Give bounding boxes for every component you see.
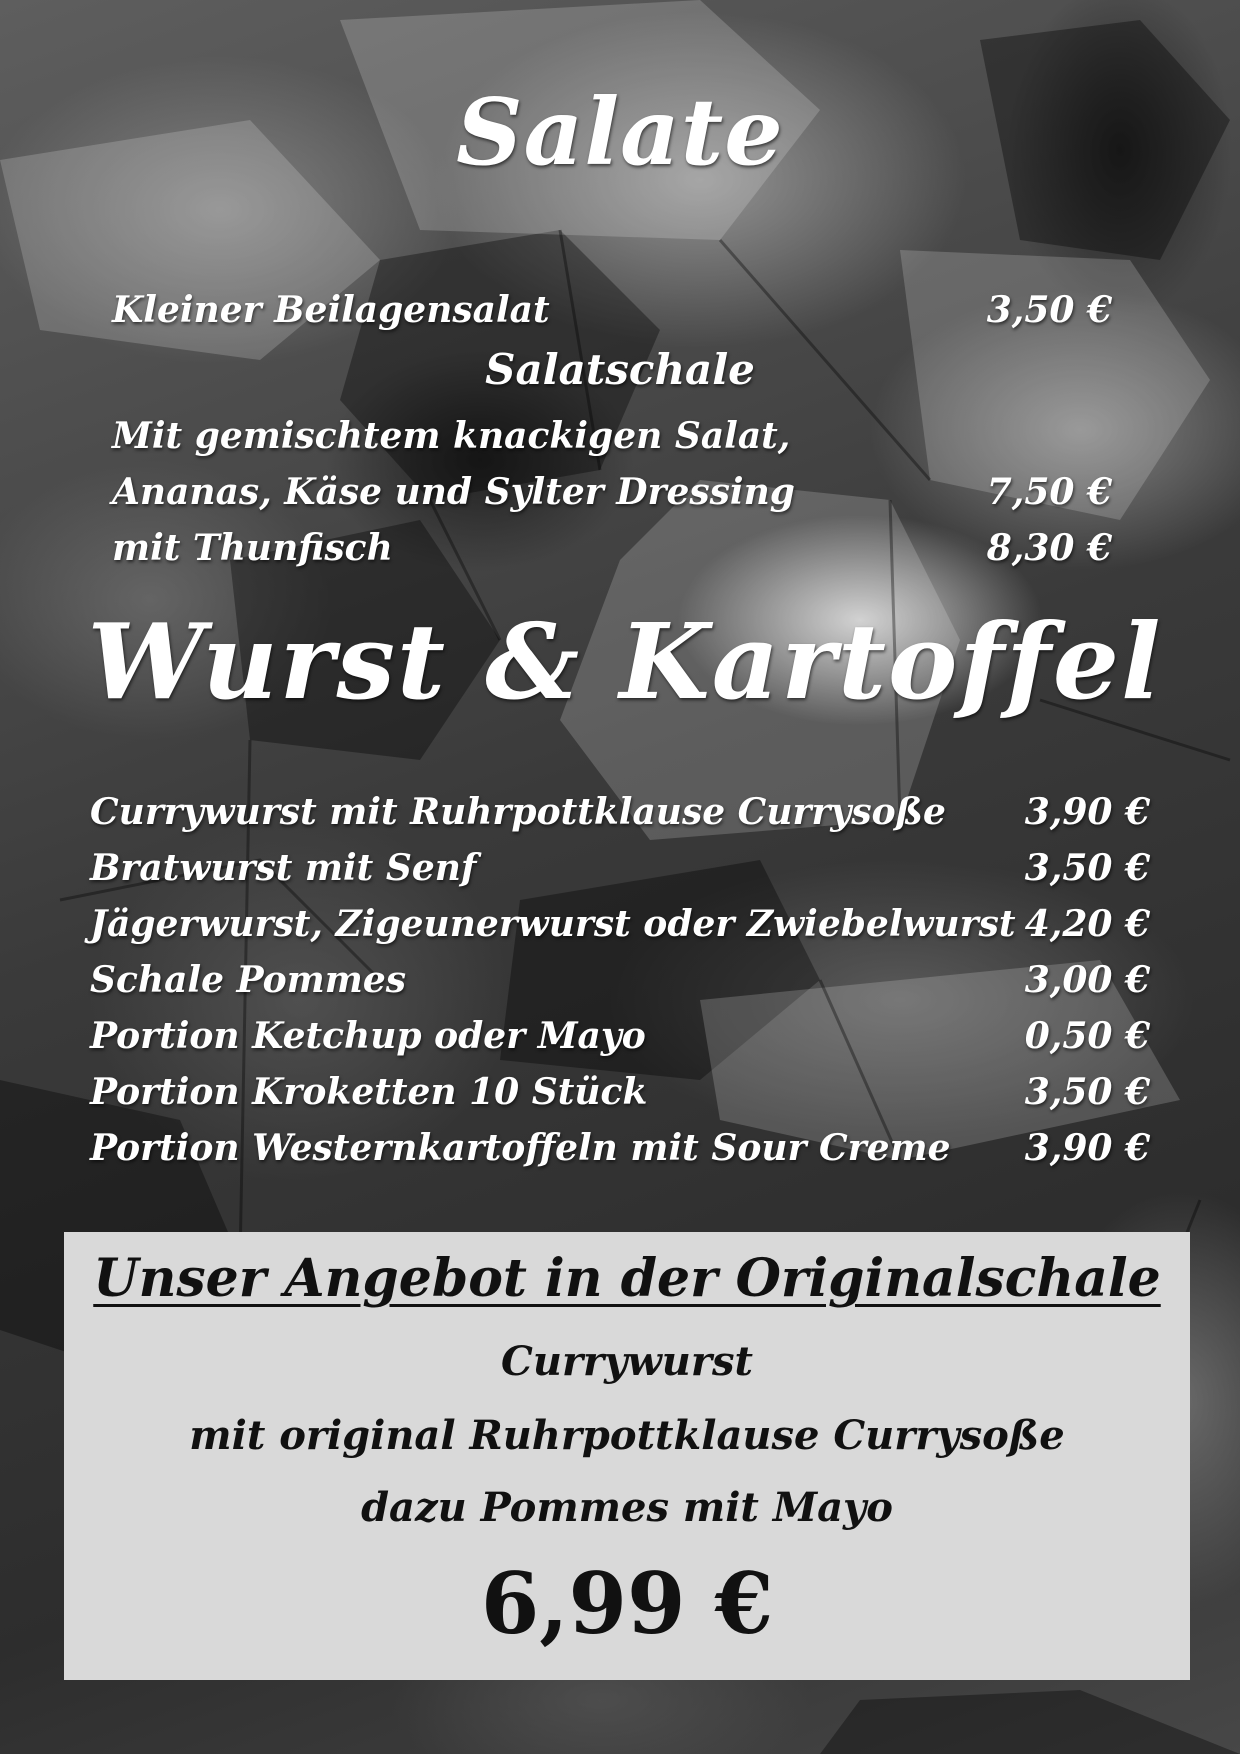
menu-item-name: Portion Westernkartoffeln mit Sour Creme <box>90 1127 951 1169</box>
menu-item-salatschale-line-1 <box>112 410 1112 462</box>
menu-item-name: Portion Ketchup oder Mayo <box>90 1015 646 1057</box>
menu-item-price: 4,20 € <box>1024 903 1150 945</box>
section-title-salate: Salate <box>456 78 784 186</box>
offer-title: Unser Angebot in der Originalschale <box>93 1248 1161 1309</box>
menu-item-price: 0,50 € <box>1024 1015 1150 1057</box>
offer-description-line: mit original Ruhrpottklause Currysoße <box>189 1412 1065 1459</box>
offer-description-line: dazu Pommes mit Mayo <box>361 1484 893 1531</box>
menu-item-name: Mit gemischtem knackigen Salat, <box>112 415 791 457</box>
offer-price: 6,99 € <box>480 1554 774 1653</box>
menu-item-salatschale <box>112 466 1112 518</box>
menu-item-currywurst <box>90 786 1150 838</box>
menu-item-name: Schale Pommes <box>90 959 407 1001</box>
menu-item-name: Currywurst mit Ruhrpottklause Currysoße <box>90 791 946 833</box>
menu-item-price: 3,50 € <box>1024 847 1150 889</box>
menu-item-name: Ananas, Käse und Sylter Dressing <box>112 471 795 513</box>
menu-item-name: Portion Kroketten 10 Stück <box>90 1071 648 1113</box>
subsection-title-salatschale: Salatschale <box>485 345 755 394</box>
menu-item-name: Jägerwurst, Zigeunerwurst oder Zwiebelwurst <box>90 903 1016 945</box>
menu-item-jaegerwurst <box>90 898 1150 950</box>
menu-item-price: 3,90 € <box>1024 1127 1150 1169</box>
menu-item-name: mit Thunfisch <box>112 527 393 569</box>
menu-item-price: 3,50 € <box>986 289 1112 331</box>
menu-item-beilagensalat <box>112 284 1112 336</box>
menu-item-ketchup-mayo <box>90 1010 1150 1062</box>
menu-item-price: 3,00 € <box>1024 959 1150 1001</box>
menu-item-price: 3,50 € <box>1024 1071 1150 1113</box>
menu-item-name: Kleiner Beilagensalat <box>112 289 550 331</box>
menu-item-price: 3,90 € <box>1024 791 1150 833</box>
menu-item-salatschale-thunfisch <box>112 522 1112 574</box>
offer-description-line: Currywurst <box>501 1338 753 1385</box>
menu-item-westernkartoffeln <box>90 1122 1150 1174</box>
offer-box <box>64 1232 1190 1680</box>
menu-item-price: 8,30 € <box>986 527 1112 569</box>
menu-item-name: Bratwurst mit Senf <box>90 847 477 889</box>
menu-item-kroketten <box>90 1066 1150 1118</box>
menu-item-pommes <box>90 954 1150 1006</box>
section-title-wurst-kartoffel: Wurst & Kartoffel <box>87 600 1163 723</box>
menu-item-price: 7,50 € <box>986 471 1112 513</box>
menu-item-bratwurst <box>90 842 1150 894</box>
